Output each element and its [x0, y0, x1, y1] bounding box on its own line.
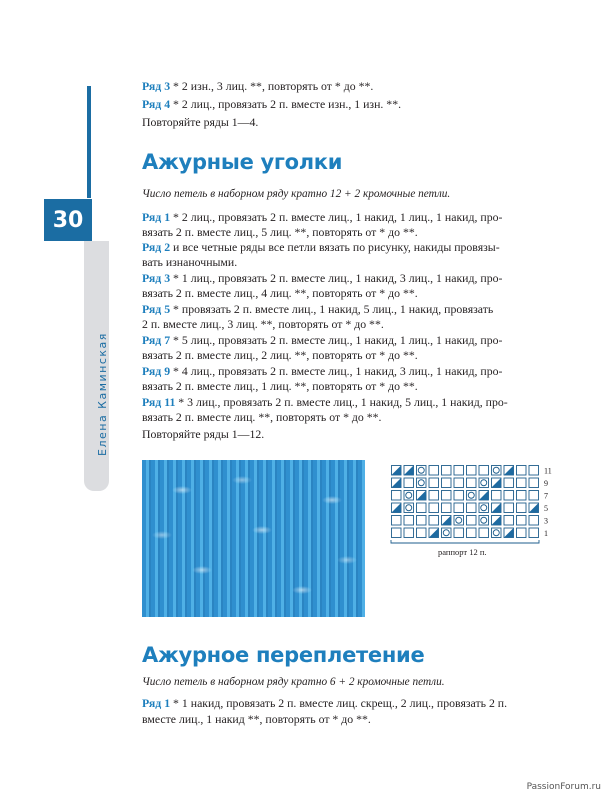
section-note: Число петель в наборном ряду кратно 12 + 2 кромочные петли. — [142, 188, 451, 200]
text-line: вязать 2 п. вместе лиц., 1 лиц. **, повторять от * до **. — [142, 379, 418, 393]
chart-cell — [529, 516, 539, 526]
chart-cell — [417, 516, 427, 526]
chart-cell — [454, 491, 464, 501]
chart-row-number: 3 — [544, 516, 548, 526]
chart-cell — [529, 478, 539, 488]
chart-caption: раппорт 12 п. — [438, 547, 487, 557]
text-line: Ряд 3 * 1 лиц., провязать 2 п. вместе лиц., 1 накид, 3 лиц., 1 накид, про- — [142, 271, 503, 285]
text-line: Ряд 1 * 2 лиц., провязать 2 п. вместе лиц., 1 накид, 1 лиц., 1 накид, про- — [142, 210, 503, 224]
chart-cell — [417, 503, 427, 513]
text-line: Ряд 1 * 1 накид, провязать 2 п. вместе лиц. скрещ., 2 лиц., провязать 2 п. — [142, 696, 508, 710]
text-line: Повторяйте ряды 1—4. — [142, 115, 259, 129]
chart-cell — [429, 491, 439, 501]
chart-cell — [429, 503, 439, 513]
text-line: Ряд 11 * 3 лиц., провязать 2 п. вместе лиц., 1 накид, 5 лиц., 1 накид, про- — [142, 395, 508, 409]
chart-cell — [442, 466, 452, 476]
chart-cell — [454, 528, 464, 538]
chart-cell — [392, 491, 402, 501]
section-title: Ажурные уголки — [142, 150, 343, 174]
chart-cell — [517, 491, 527, 501]
chart-row-number: 5 — [544, 504, 548, 513]
text-line: вязать 2 п. вместе лиц., 4 лиц. **, повторять от * до **. — [142, 286, 418, 300]
knitting-chart — [388, 460, 558, 546]
chart-cell — [442, 478, 452, 488]
chart-cell — [404, 528, 414, 538]
text-line: Ряд 4 * 2 лиц., провязать 2 п. вместе изн., 1 изн. **. — [142, 97, 402, 111]
watermark: PassionForum.ru — [526, 782, 601, 792]
rapport-bracket — [391, 540, 539, 543]
chart-cell — [517, 466, 527, 476]
chart-cell — [467, 503, 477, 513]
chart-cell — [429, 478, 439, 488]
chart-cell — [442, 491, 452, 501]
text-line: вязать 2 п. вместе лиц. **, повторять от * до **. — [142, 410, 382, 424]
chart-cell — [429, 466, 439, 476]
chart-cell — [492, 491, 502, 501]
page-tab-line — [87, 86, 91, 198]
chart-cell — [479, 528, 489, 538]
chart-cell — [467, 478, 477, 488]
chart-cell — [529, 466, 539, 476]
chart-cell — [392, 516, 402, 526]
section-title-2: Ажурное переплетение — [142, 643, 425, 667]
chart-cell — [504, 516, 514, 526]
text-line: Ряд 3 * 2 изн., 3 лиц. **, повторять от * до **. — [142, 79, 374, 93]
text-line: вязать 2 п. вместе лиц., 2 лиц. **, повторять от * до **. — [142, 348, 418, 362]
section-note-2: Число петель в наборном ряду кратно 6 + 2 кромочные петли. — [142, 676, 445, 688]
text-line: Ряд 2 и все четные ряды все петли вязать по рисунку, накиды провязы- — [142, 240, 500, 254]
chart-cell — [479, 466, 489, 476]
chart-cell — [454, 478, 464, 488]
chart-cell — [517, 516, 527, 526]
page-number: 30 — [44, 199, 92, 241]
chart-cell — [529, 528, 539, 538]
text-line: вязать 2 п. вместе лиц., 5 лиц. **, повторять от * до **. — [142, 225, 418, 239]
chart-cell — [454, 503, 464, 513]
chart-row-number: 9 — [544, 479, 548, 488]
chart-cell — [392, 528, 402, 538]
text-line: вместе лиц., 1 накид **, повторять от * до **. — [142, 712, 371, 726]
chart-cell — [454, 466, 464, 476]
knit-swatch-photo — [142, 460, 365, 617]
text-line: Ряд 7 * 5 лиц., провязать 2 п. вместе лиц., 1 накид, 1 лиц., 1 накид, про- — [142, 333, 503, 347]
text-line: Повторяйте ряды 1—12. — [142, 427, 265, 441]
chart-cell — [467, 516, 477, 526]
chart-cell — [504, 478, 514, 488]
chart-row-number: 7 — [544, 491, 548, 501]
chart-cell — [504, 491, 514, 501]
chart-cell — [429, 516, 439, 526]
chart-cell — [467, 528, 477, 538]
text-line: 2 п. вместе лиц., 3 лиц. **, повторять от * до **. — [142, 317, 384, 331]
chart-cell — [467, 466, 477, 476]
text-line: Ряд 5 * провязать 2 п. вместе лиц., 1 накид, 5 лиц., 1 накид, провязать — [142, 302, 494, 316]
chart-row-number: 1 — [544, 529, 548, 538]
text-line: Ряд 9 * 4 лиц., провязать 2 п. вместе лиц., 1 накид, 3 лиц., 1 накид, про- — [142, 364, 503, 378]
text-line: вать изнаночными. — [142, 255, 238, 269]
author-name: Елена Каминская — [96, 332, 109, 456]
chart-cell — [417, 528, 427, 538]
chart-cell — [404, 478, 414, 488]
chart-cell — [504, 503, 514, 513]
chart-cell — [442, 503, 452, 513]
chart-cell — [517, 528, 527, 538]
chart-cell — [404, 516, 414, 526]
chart-cell — [517, 478, 527, 488]
chart-row-number: 11 — [544, 466, 552, 476]
chart-cell — [529, 491, 539, 501]
chart-cell — [517, 503, 527, 513]
